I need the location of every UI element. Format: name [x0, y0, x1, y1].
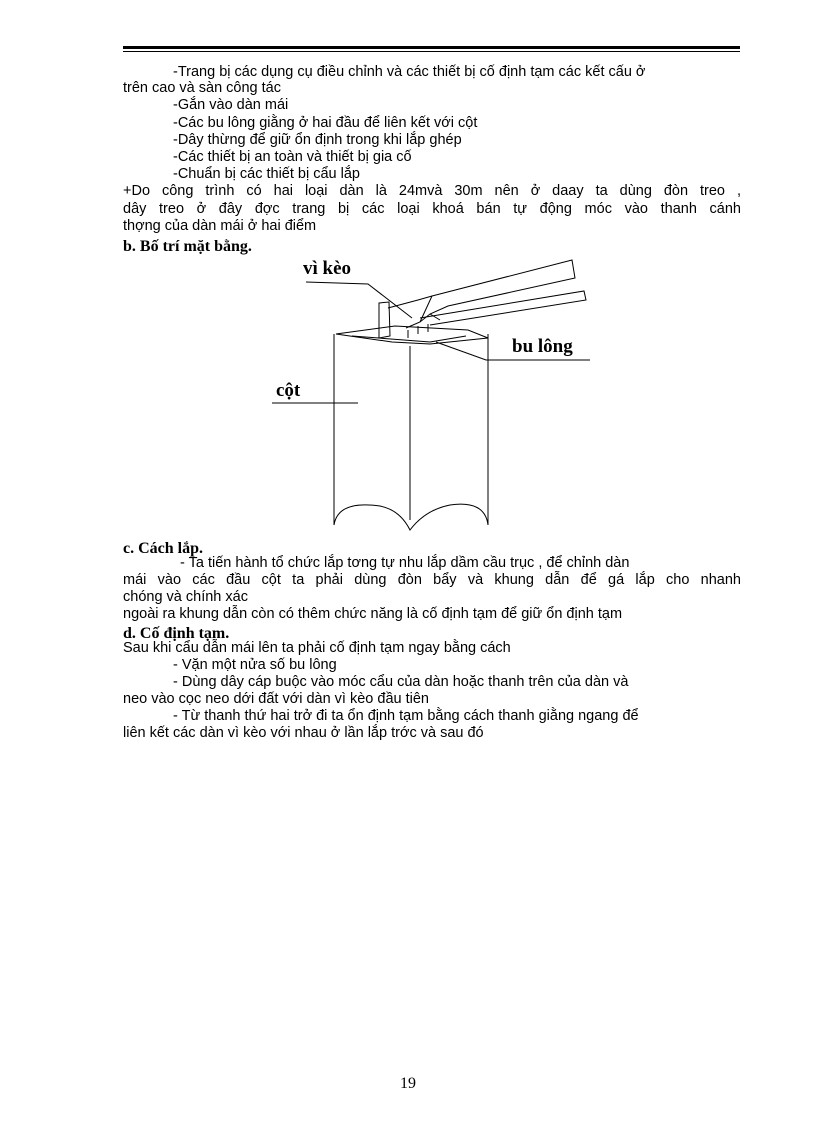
section-heading-d: d. Cố định tạm.: [123, 625, 230, 642]
text-line: -Các bu lông giằng ở hai đầu để liên kết với cột: [173, 115, 478, 131]
text-line: chóng và chính xác: [123, 589, 248, 605]
text-line: ngoài ra khung dẫn còn có thêm chức năng là cố định tạm để giữ ổn định tạm: [123, 606, 623, 622]
text-line: trên cao và sàn công tác: [123, 80, 281, 96]
text-line: Sau khi cẩu dẫn mái lên ta phải cố định tạm ngay bằng cách: [123, 640, 511, 656]
figure-label-truss: vì kèo: [303, 258, 352, 279]
text-line: neo vào cọc neo dới đất với dàn vì kèo đầu tiên: [123, 691, 429, 707]
page-number: 19: [400, 1075, 416, 1092]
section-heading-c: c. Cách lắp.: [123, 540, 203, 557]
text-line: -Chuẩn bị các thiết bị cẩu lắp: [173, 166, 360, 182]
section-heading-b: b. Bố trí mặt bằng.: [123, 238, 252, 255]
text-line: - Từ thanh thứ hai trở đi ta ổn định tạm bằng cách thanh giằng ngang để: [173, 708, 639, 724]
text-line: liên kết các dàn vì kèo với nhau ở lần lắp trớc và sau đó: [123, 725, 484, 741]
column-break-line: [334, 504, 488, 530]
text-line: -Các thiết bị an toàn và thiết bị gia cố: [173, 149, 412, 165]
text-line: - Ta tiến hành tổ chức lắp tơng tự nhu lắp dầm cầu trục , để chỉnh dàn: [180, 555, 630, 571]
text-line: - Vặn một nửa số bu lông: [173, 657, 337, 673]
text-line: thợng của dàn mái ở hai điểm: [123, 218, 317, 234]
header-rule-thick: [123, 46, 740, 49]
text-line: -Dây thừng để giữ ổn định trong khi lắp ghép: [173, 132, 462, 148]
text-line: -Trang bị các dụng cụ điều chỉnh và các thiết bị cố định tạm các kết cấu ở: [173, 64, 646, 80]
text-line: dây treo ở đây đợc trang bị các loại khoá bán tự động móc vào thanh cánh: [123, 201, 741, 217]
text-line: +Do công trình có hai loại dàn là 24mvà 30m nên ở daay ta dùng đòn treo ,: [123, 183, 741, 199]
figure-label-column: cột: [276, 380, 301, 401]
text-line: mái vào các đầu cột ta phải dùng đòn bẩy và khung dẫn để gá lắp cho nhanh: [123, 572, 741, 588]
text-line: - Dùng dây cáp buộc vào móc cẩu của dàn hoặc thanh trên của dàn và: [173, 674, 629, 690]
text-line: -Gắn vào dàn mái: [173, 97, 289, 113]
column-truss-figure: [260, 250, 590, 540]
figure-label-bolt: bu lông: [512, 336, 573, 357]
header-rule-thin: [123, 51, 740, 52]
